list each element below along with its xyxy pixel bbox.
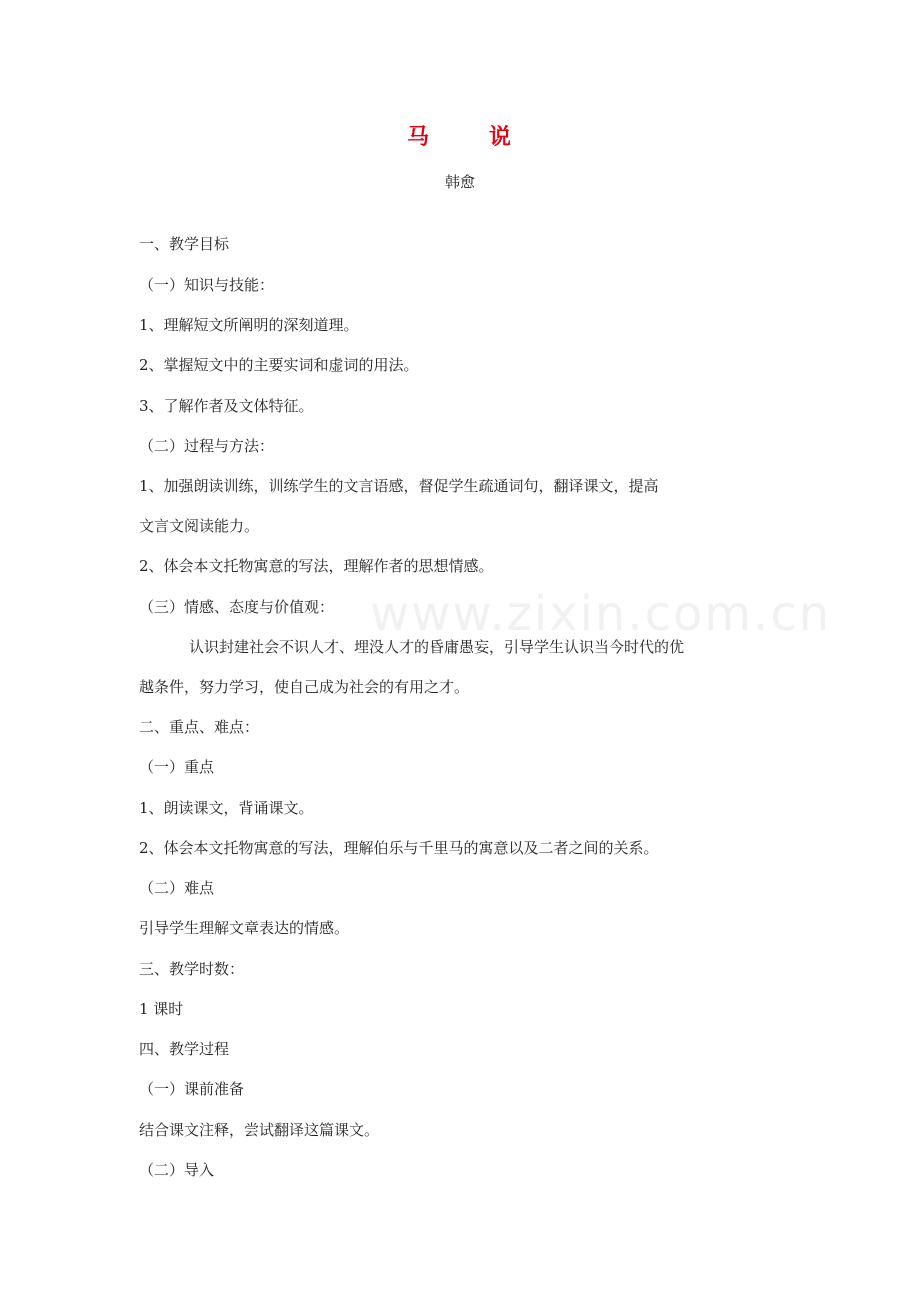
section-heading-goals: 一、教学目标 xyxy=(139,235,230,253)
list-item-continuation: 文言文阅读能力。 xyxy=(139,517,260,535)
document-title: 马 说 xyxy=(407,125,513,150)
paragraph-continuation: 越条件，努力学习，使自己成为社会的有用之才。 xyxy=(139,678,470,696)
list-item: 1、朗读课文，背诵课文。 xyxy=(139,799,314,817)
subsection-difficult: （二）难点 xyxy=(139,879,215,897)
author-name: 韩愈 xyxy=(444,173,475,191)
list-item: 2、掌握短文中的主要实词和虚词的用法。 xyxy=(139,356,419,374)
subsection-knowledge: （一）知识与技能： xyxy=(139,276,275,294)
subsection-intro: （二）导入 xyxy=(139,1161,215,1179)
subsection-values: （三）情感、态度与价值观： xyxy=(139,598,335,616)
paragraph: 引导学生理解文章表达的情感。 xyxy=(139,919,350,937)
paragraph: 认识封建社会不识人才、埋没人才的昏庸愚妄，引导学生认识当今时代的优 xyxy=(189,638,685,656)
subsection-preparation: （一）课前准备 xyxy=(139,1080,245,1098)
list-item: 3、了解作者及文体特征。 xyxy=(139,397,314,415)
subsection-key: （一）重点 xyxy=(139,758,215,776)
section-heading-hours: 三、教学时数： xyxy=(139,960,245,978)
watermark: www.zixin.com.cn xyxy=(370,586,832,642)
section-heading-keypoints: 二、重点、难点： xyxy=(139,718,260,736)
paragraph: 结合课文注释，尝试翻译这篇课文。 xyxy=(139,1121,380,1139)
list-item: 2、体会本文托物寓意的写法，理解伯乐与千里马的寓意以及二者之间的关系。 xyxy=(139,839,659,857)
list-item: 2、体会本文托物寓意的写法，理解作者的思想情感。 xyxy=(139,557,494,575)
list-item: 1、加强朗读训练，训练学生的文言语感，督促学生疏通词句，翻译课文，提高 xyxy=(139,477,659,495)
section-heading-process: 四、教学过程 xyxy=(139,1040,230,1058)
subsection-process: （二）过程与方法： xyxy=(139,437,275,455)
paragraph: 1 课时 xyxy=(139,1000,184,1018)
list-item: 1、理解短文所阐明的深刻道理。 xyxy=(139,316,359,334)
